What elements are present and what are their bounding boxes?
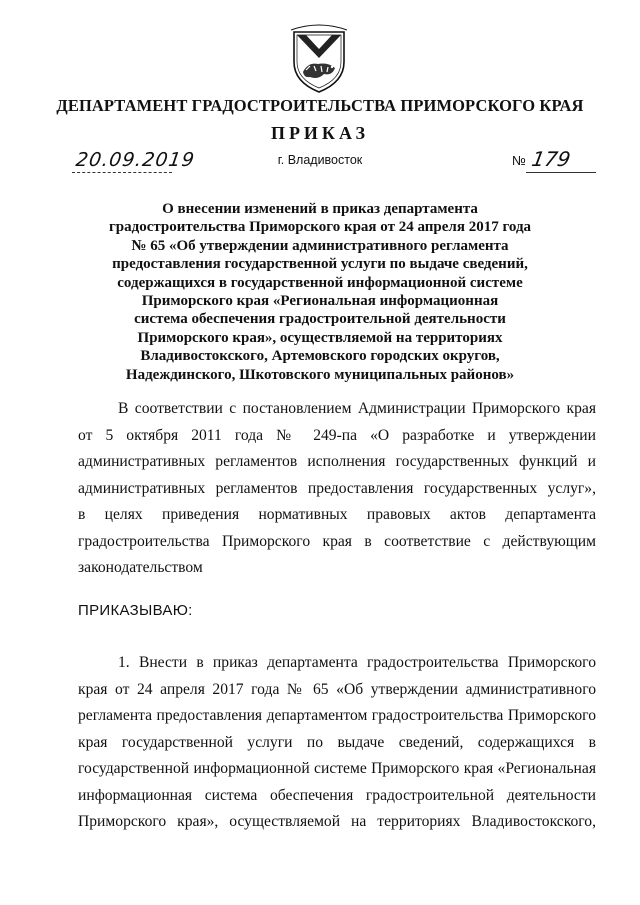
department-name: ДЕПАРТАМЕНТ ГРАДОСТРОИТЕЛЬСТВА ПРИМОРСКОГО КРАЯ	[56, 96, 584, 115]
paragraph-line: информационная система обеспечения градостроительной деятельности	[78, 786, 596, 804]
subject-line: О внесении изменений в приказ департамента	[162, 201, 478, 217]
number-label: №	[512, 153, 526, 168]
paragraph-line: законодательством	[78, 559, 203, 576]
subject-line: система обеспечения градостроительной деятельности	[134, 311, 506, 328]
paragraph-line: государственной информационной системе Приморского края «Региональная	[78, 760, 596, 777]
subject-line: Надеждинского, Шкотовского муниципальных районов»	[125, 366, 515, 383]
decree-word: ПРИКАЗЫВАЮ:	[78, 602, 193, 619]
paragraph-line: регламента предоставления департаментом градостроительства Приморского	[78, 707, 596, 724]
subject-line: Приморского края «Региональная информационная	[141, 293, 499, 310]
paragraph-line: административных регламентов исполнения государственных функций и	[78, 453, 596, 470]
handwritten-date: 20.09.2019	[74, 149, 197, 171]
subject-line: содержащихся в государственной информационной системе	[117, 274, 523, 291]
paragraph-line: в целях приведения нормативных правовых актов департамента	[78, 506, 596, 523]
subject-line: Приморского края», осуществляемой на территориях	[137, 329, 503, 346]
city-name: г. Владивосток	[277, 153, 363, 167]
subject-line: № 65 «Об утверждении административного регламента	[131, 237, 509, 254]
paragraph-line: В соответствии с постановлением Администрации Приморского края	[118, 400, 596, 417]
handwritten-number: 179	[529, 147, 573, 171]
paragraph-line: края государственной услуги по выдаче сведений, содержащихся в	[78, 733, 596, 751]
paragraph-line: градостроительства Приморского края в соответствие с действующим	[78, 532, 596, 550]
preamble-paragraph	[78, 396, 596, 582]
item-1-paragraph	[78, 650, 596, 836]
date-underline	[72, 172, 172, 173]
paragraph-line: края от 24 апреля 2017 года № 65 «Об утверждении административного	[78, 680, 596, 698]
document-type-title: ПРИКАЗ	[270, 123, 370, 143]
paragraph-line: административных регламентов предоставления государственных услуг»,	[78, 479, 596, 497]
number-underline	[526, 172, 596, 173]
paragraph-line: Приморского края», осуществляемой на территориях Владивостокского,	[78, 813, 596, 830]
coat-of-arms-emblem	[288, 22, 350, 94]
subject-line: предоставления государственной услуги по выдаче сведений,	[112, 256, 528, 273]
paragraph-line: от 5 октября 2011 года № 249-па «О разработке и утверждении	[78, 426, 596, 444]
paragraph-line: 1. Внести в приказ департамента градостроительства Приморского	[118, 654, 596, 671]
order-subject	[90, 200, 550, 384]
subject-line: градостроительства Приморского края от 24 апреля 2017 года	[108, 219, 532, 236]
subject-line: Владивостокского, Артемовского городских округов,	[140, 348, 500, 365]
